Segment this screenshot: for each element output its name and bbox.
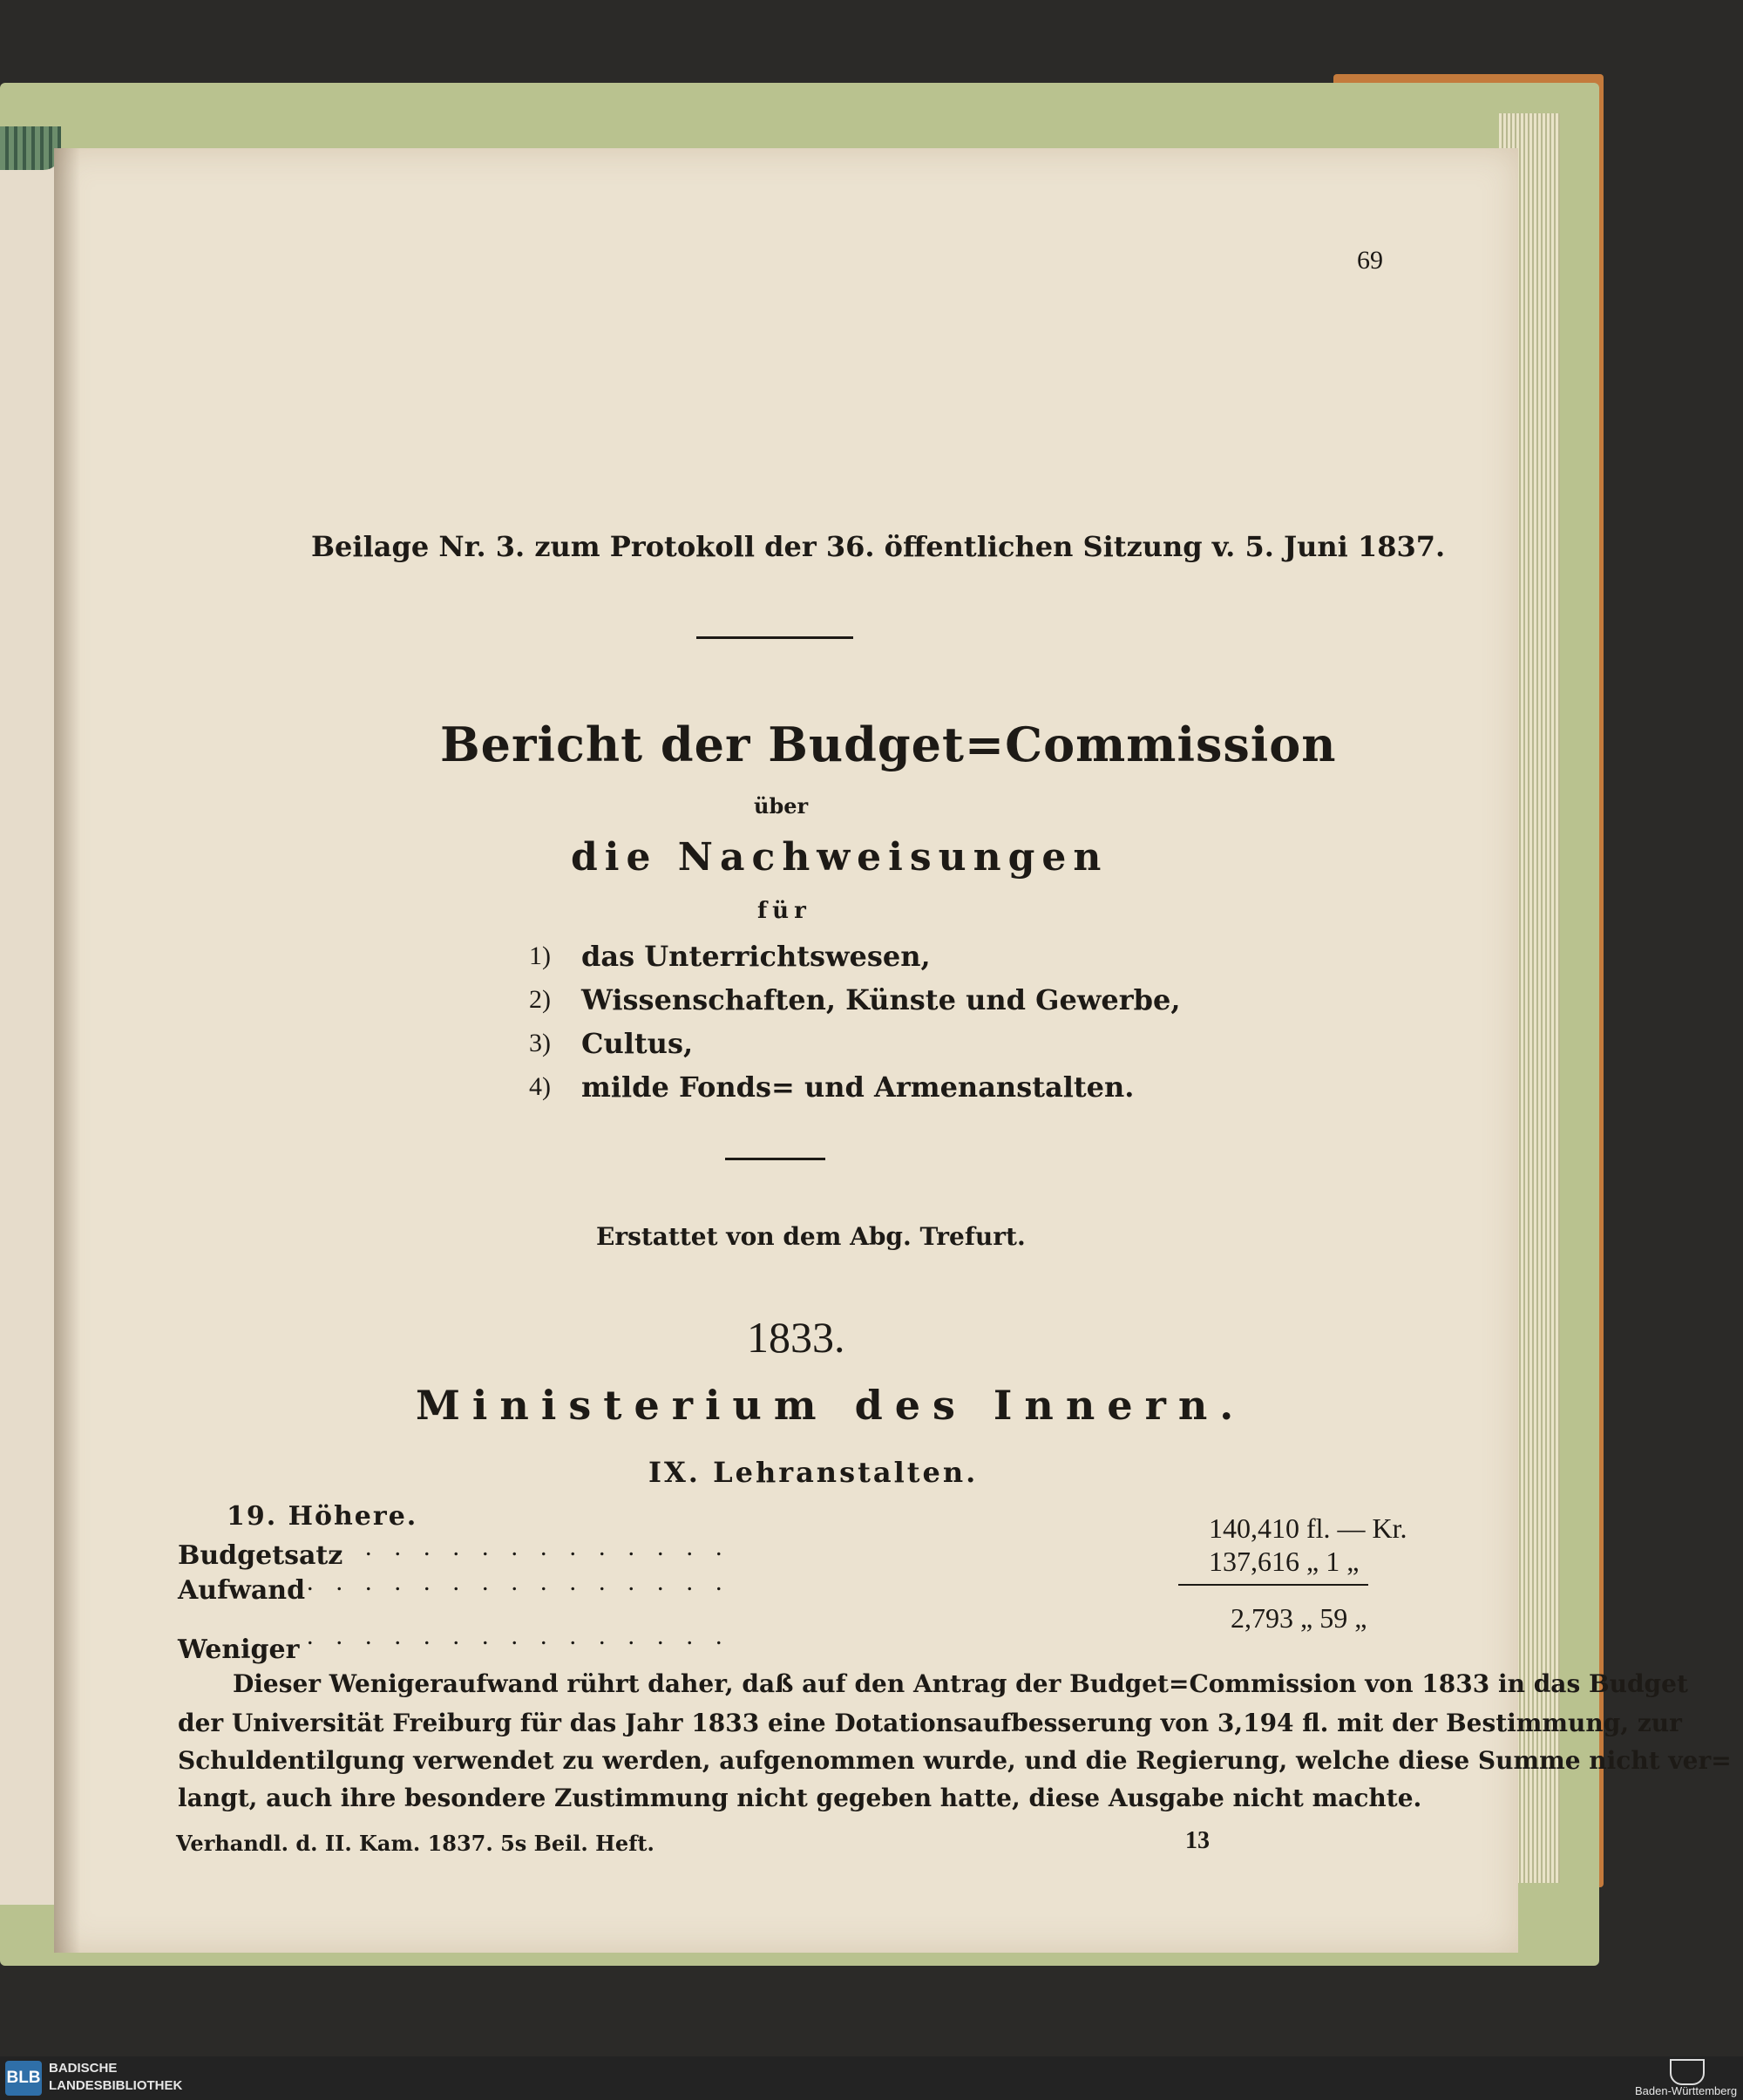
library-footer: [0, 2056, 1743, 2100]
state-name: Baden-Württemberg: [1635, 2084, 1738, 2097]
item-number: 4): [529, 1072, 551, 1101]
ministry-heading: Ministerium des Innern.: [416, 1382, 1246, 1429]
sum-rule: [1178, 1584, 1368, 1586]
ledger-label: Aufwand: [178, 1575, 306, 1606]
item-number: 1): [529, 941, 551, 970]
paragraph-line: langt, auch ihre besondere Zustimmung nicht gegeben hatte, diese Ausgabe nicht machte.: [178, 1784, 1422, 1812]
report-subject: die Nachweisungen: [571, 835, 1109, 880]
item-text: das Unterrichtswesen,: [581, 940, 931, 973]
divider-middle: [725, 1158, 825, 1160]
ledger-label: Budgetsatz: [178, 1540, 343, 1571]
ledger-amount: 2,793 „ 59 „: [1231, 1602, 1367, 1634]
previous-page-edge: [0, 161, 61, 1905]
supplement-line: Beilage Nr. 3. zum Protokoll der 36. öffentlichen Sitzung v. 5. Juni 1837.: [311, 530, 1446, 563]
item-number: 2): [529, 985, 551, 1014]
item-text: Wissenschaften, Künste und Gewerbe,: [581, 983, 1181, 1016]
paragraph-line: der Universität Freiburg für das Jahr 1833 eine Dotationsaufbesserung von 3,194 fl. mit der Bestimmung, zur: [178, 1709, 1682, 1737]
library-name-line1: BADISCHE: [49, 2061, 118, 2076]
for-word: für: [757, 898, 811, 924]
report-title: Bericht der Budget=Commission: [440, 717, 1337, 772]
ledger-amount: 140,410 fl. — Kr.: [1209, 1512, 1407, 1544]
footer-reference: Verhandl. d. II. Kam. 1837. 5s Beil. Heft.: [176, 1831, 654, 1856]
leader-dots: ...............: [307, 1621, 745, 1650]
year-heading: 1833.: [747, 1313, 845, 1362]
leader-dots: ...............: [307, 1533, 745, 1561]
blb-logo-icon[interactable]: BLB: [5, 2061, 42, 2096]
signature-mark: 13: [1185, 1827, 1210, 1854]
leader-dots: ...............: [307, 1567, 745, 1596]
subsection-heading: 19. Höhere.: [227, 1501, 418, 1532]
item-text: milde Fonds= und Armenanstalten.: [581, 1070, 1135, 1104]
over-word: über: [754, 793, 809, 819]
paragraph-line: Schuldentilgung verwendet zu werden, aufgenommen wurde, und die Regierung, welche diese Summe nicht ver=: [178, 1746, 1732, 1775]
page-number: 69: [1357, 246, 1383, 275]
section-heading: IX. Lehranstalten.: [648, 1456, 979, 1489]
item-number: 3): [529, 1029, 551, 1057]
ledger-amount: 137,616 „ 1 „: [1209, 1546, 1360, 1577]
coat-of-arms-icon: [1670, 2059, 1705, 2085]
book-headband: [0, 126, 61, 170]
document-page: [54, 148, 1732, 1953]
paragraph-line: Dieser Wenigeraufwand rührt daher, daß auf den Antrag der Budget=Commission von 1833 in das Budget: [233, 1669, 1688, 1698]
library-name[interactable]: [49, 2060, 182, 2095]
item-text: Cultus,: [581, 1027, 694, 1060]
divider-top: [696, 636, 853, 639]
rapporteur-line: Erstattet von dem Abg. Trefurt.: [596, 1222, 1026, 1251]
library-name-line2: LANDESBIBLIOTHEK: [49, 2078, 183, 2093]
ledger-label: Weniger: [178, 1634, 300, 1665]
